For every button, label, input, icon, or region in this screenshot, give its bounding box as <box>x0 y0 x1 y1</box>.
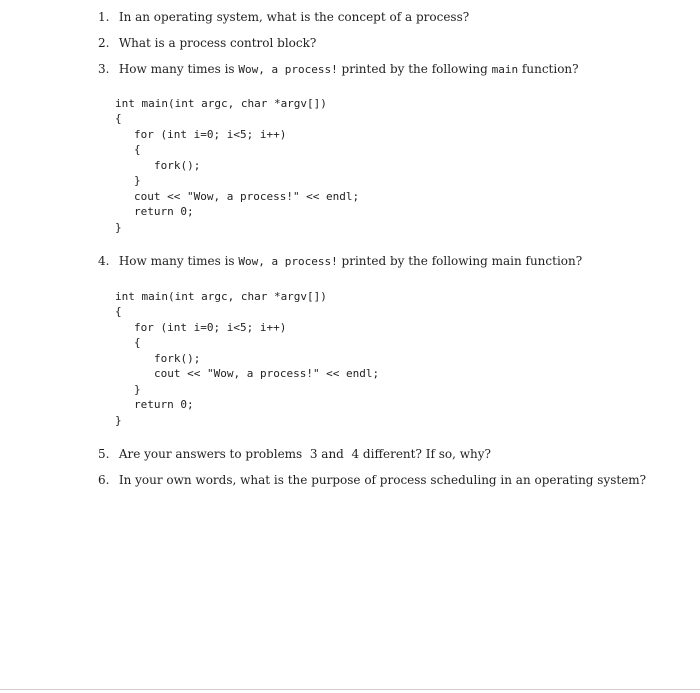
code-line: fork(); <box>154 159 201 172</box>
code-line: fork(); <box>154 352 201 365</box>
question-6 <box>98 473 646 487</box>
question-text: What is a process control block? <box>118 36 317 50</box>
code-line: int main(int argc, char *argv[]) <box>115 97 327 110</box>
code-line: } <box>115 414 122 427</box>
question-4 <box>98 254 582 268</box>
code-line: { <box>134 143 141 156</box>
question-text: Are your answers to problems 3 and 4 different? If so, why? <box>118 447 491 461</box>
inline-code: Wow, a process! <box>238 63 338 76</box>
question-number: 1. <box>98 10 110 24</box>
question-text-pre: How many times is <box>118 254 239 268</box>
page-bottom-divider <box>0 689 700 690</box>
question-text-pre: How many times is <box>118 62 239 76</box>
code-line: cout << "Wow, a process!" << endl; <box>154 367 380 380</box>
question-text: In an operating system, what is the concept of a process? <box>118 10 470 24</box>
question-number: 4. <box>98 254 110 268</box>
code-line: return 0; <box>134 205 194 218</box>
code-line: } <box>134 383 141 396</box>
question-5 <box>98 447 491 461</box>
code-line: { <box>115 112 122 125</box>
question-number: 6. <box>98 473 110 487</box>
question-number: 5. <box>98 447 110 461</box>
code-line: } <box>134 174 141 187</box>
code-line: { <box>115 305 122 318</box>
code-line: } <box>115 221 122 234</box>
question-text-post: function? <box>518 62 579 76</box>
inline-code: Wow, a process! <box>238 255 338 268</box>
code-line: for (int i=0; i<5; i++) <box>134 128 287 141</box>
question-text-mid: printed by the following main function? <box>337 254 583 268</box>
question-1 <box>98 10 469 24</box>
question-text-mid: printed by the following <box>337 62 492 76</box>
inline-code: main <box>491 63 519 76</box>
question-3 <box>98 62 579 76</box>
code-line: cout << "Wow, a process!" << endl; <box>134 190 360 203</box>
question-2 <box>98 36 316 50</box>
code-line: for (int i=0; i<5; i++) <box>134 321 287 334</box>
question-number: 2. <box>98 36 110 50</box>
question-text: In your own words, what is the purpose of process scheduling in an operating system? <box>118 473 647 487</box>
code-line: return 0; <box>134 398 194 411</box>
code-line: { <box>134 336 141 349</box>
code-line: int main(int argc, char *argv[]) <box>115 290 327 303</box>
question-number: 3. <box>98 62 110 76</box>
